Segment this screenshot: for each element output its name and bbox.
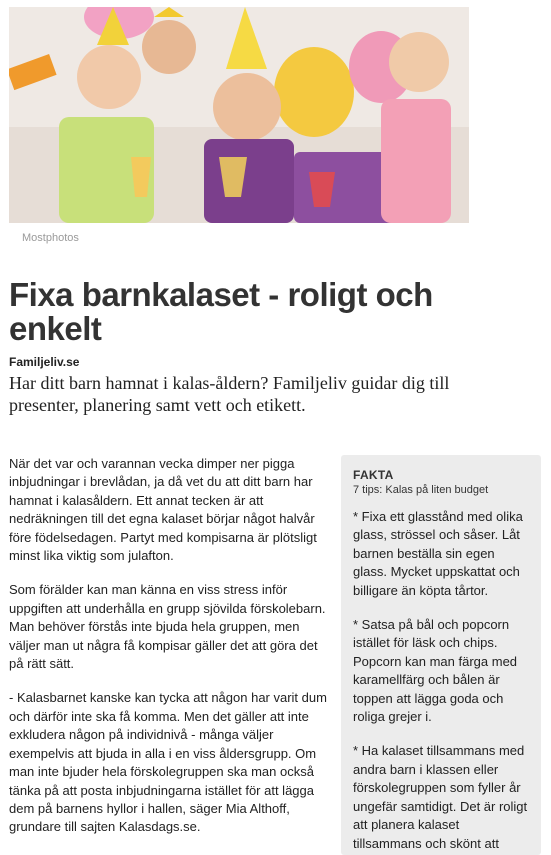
fakta-tip: * Ha kalaset tillsammans med andra barn i klassen eller förskolegruppen som fyller år ungefär samtidigt. Det är roligt att planera kalaset tillsammans och skönt att <box>353 743 528 851</box>
article-body <box>9 455 331 853</box>
fakta-tip: * Fixa ett glasstånd med olika glass, strössel och såser. Låt barnen beställa sin egen glass. Mycket uppskattat och billigare än köpta tårtor. <box>353 509 523 598</box>
fakta-tip: * Satsa på bål och popcorn istället för läsk och chips. Popcorn kan man färga med karamellfärg och bålen är toppen att lägga goda och roliga grejer i. <box>353 617 518 725</box>
article-headline: Fixa barnkalaset - roligt och enkelt <box>9 276 433 347</box>
fakta-title: FAKTA <box>353 468 394 482</box>
body-paragraph: När det var och varannan vecka dimper ner pigga inbjudningar i brevlådan, ja då vet du att ditt barn har hamnat i kalasåldern. Ett annat tecken är att nedräkningen till det egna kalaset börjar något halvår före födelsedagen. Partyt med kompisarna är plötsligt minst lika viktig som julafton. <box>9 456 317 564</box>
fakta-subtitle: 7 tips: Kalas på liten budget <box>353 484 489 496</box>
body-paragraph: - Kalasbarnet kanske kan tycka att någon har varit dum och därför inte ska få komma. Men det gäller att inte exkludera någon på individnivå - många väljer exempelvis att bjuda in alla i en viss åldersgrupp. Om man inte bjuder hela förskolegruppen ska man också tänka på att posta inbjudningarna istället för att lägga dem på barnens hyllor i hallen, säger Mia Althoff, grundare till sajten Kalasdags.se. <box>9 690 327 835</box>
body-paragraph: Som förälder kan man känna en viss stress inför uppgiften att underhålla en grupp sjövilda förskolebarn. Man behöver förstås inte bjuda hela gruppen, men väljer man ut några få kompisar gäller det att göra det på rätt sätt. <box>9 582 326 672</box>
photo-credit: Mostphotos <box>22 232 79 244</box>
party-children-illustration <box>9 7 469 223</box>
article-lede: Har ditt barn hamnat i kalas-åldern? Familjeliv guidar dig till presenter, planering samt vett och etikett. <box>9 373 450 415</box>
article-byline[interactable]: Familjeliv.se <box>9 355 80 369</box>
fakta-box <box>341 455 541 855</box>
hero-photo <box>9 7 469 223</box>
